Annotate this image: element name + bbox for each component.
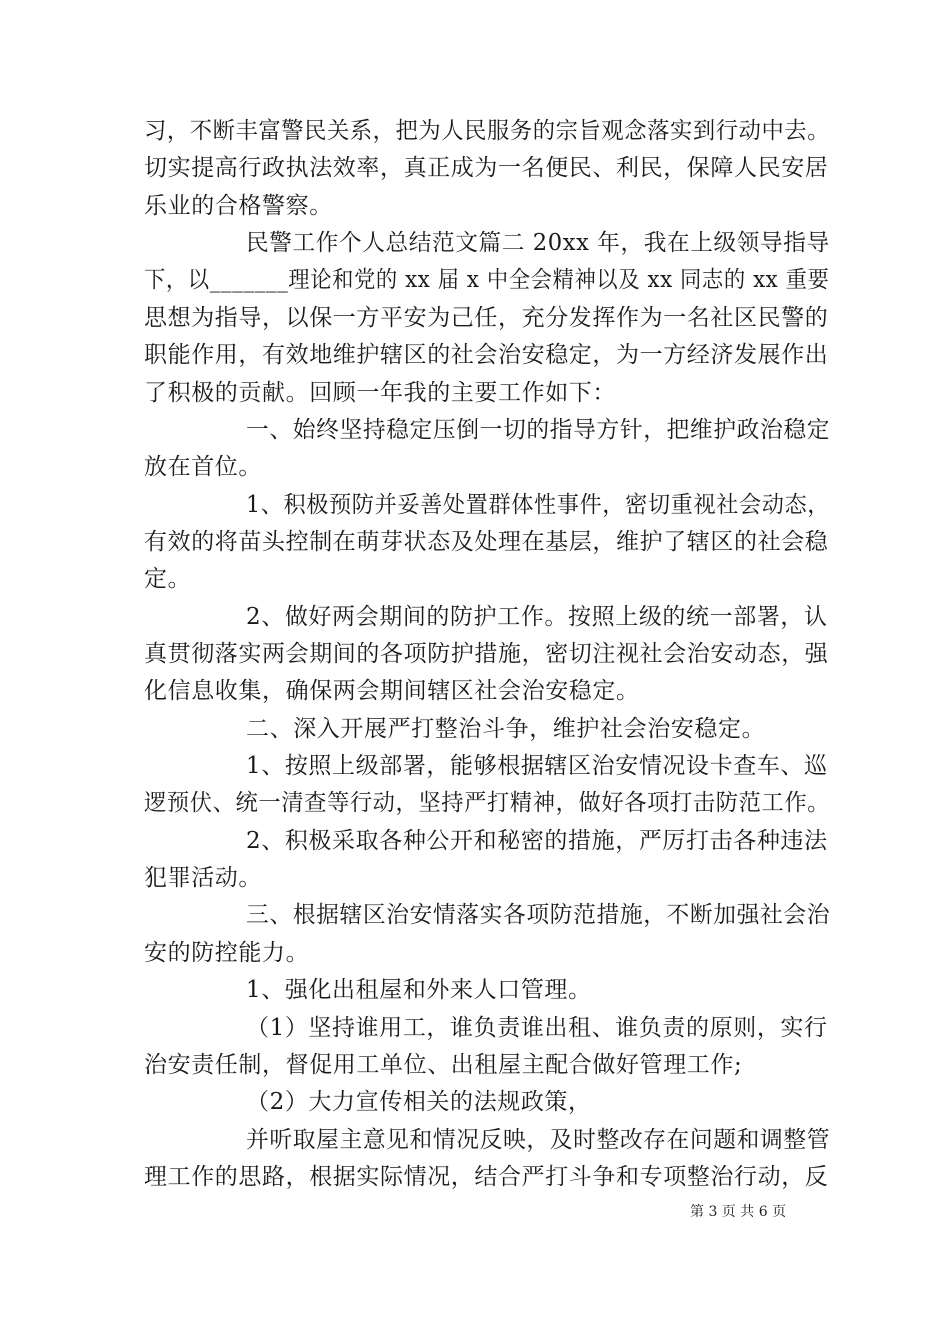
text-line: 安的防控能力。 (144, 940, 310, 966)
text-line: 逻预伏、统一清查等行动，坚持严打精神，做好各项打击防范工作。 (144, 790, 831, 816)
text-line: 三、根据辖区治安情落实各项防范措施，不断加强社会治 (246, 902, 831, 928)
text-line: 1、强化出租屋和外来人口管理。 (246, 977, 592, 1003)
text-line: 定。 (144, 566, 192, 592)
text-line: 治安责任制，督促用工单位、出租屋主配合做好管理工作; (144, 1052, 743, 1078)
text-line: 切实提高行政执法效率，真正成为一名便民、利民，保障人民安居 (144, 155, 829, 181)
text-line: 理工作的思路，根据实际情况，结合严打斗争和专项整治行动，反 (144, 1164, 829, 1190)
text-line: 2、积极采取各种公开和秘密的措施，严厉打击各种违法 (246, 828, 828, 854)
text-line: （2）大力宣传相关的法规政策， (246, 1089, 592, 1115)
text-line: 1、按照上级部署，能够根据辖区治安情况设卡查车、巡 (246, 753, 828, 779)
text-line: 下，以_______理论和党的 xx 届 x 中全会精神以及 xx 同志的 xx 重要 (144, 267, 830, 293)
text-line: 1、积极预防并妥善处置群体性事件，密切重视社会动态， (246, 492, 831, 518)
text-line: 二、深入开展严打整治斗争，维护社会治安稳定。 (246, 716, 766, 742)
text-line: 犯罪活动。 (144, 865, 262, 891)
text-line: 2、做好两会期间的防护工作。按照上级的统一部署，认 (246, 604, 828, 630)
page-indicator: 第 3 页 共 6 页 (690, 1204, 787, 1220)
text-line: 思想为指导，以保一方平安为己任，充分发挥作为一名社区民警的 (144, 305, 829, 331)
text-line: 一、始终坚持稳定压倒一切的指导方针，把维护政治稳定 (246, 417, 831, 443)
text-line: 化信息收集，确保两会期间辖区社会治安稳定。 (144, 678, 640, 704)
text-line: （1）坚持谁用工，谁负责谁出租、谁负责的原则，实行 (246, 1015, 828, 1041)
text-line: 真贯彻落实两会期间的各项防护措施，密切注视社会治安动态，强 (144, 641, 829, 667)
text-line: 放在首位。 (144, 454, 262, 480)
text-line: 乐业的合格警察。 (144, 193, 333, 219)
text-line: 有效的将苗头控制在萌芽状态及处理在基层，维护了辖区的社会稳 (144, 529, 829, 555)
text-line: 并听取屋主意见和情况反映，及时整改存在问题和调整管 (246, 1127, 831, 1153)
text-line: 民警工作个人总结范文篇二 20xx 年，我在上级领导指导 (246, 230, 830, 256)
text-line: 习，不断丰富警民关系，把为人民服务的宗旨观念落实到行动中去。 (144, 118, 831, 144)
text-line: 职能作用，有效地维护辖区的社会治安稳定，为一方经济发展作出 (144, 342, 829, 368)
text-line: 了积极的贡献。回顾一年我的主要工作如下： (144, 380, 616, 406)
